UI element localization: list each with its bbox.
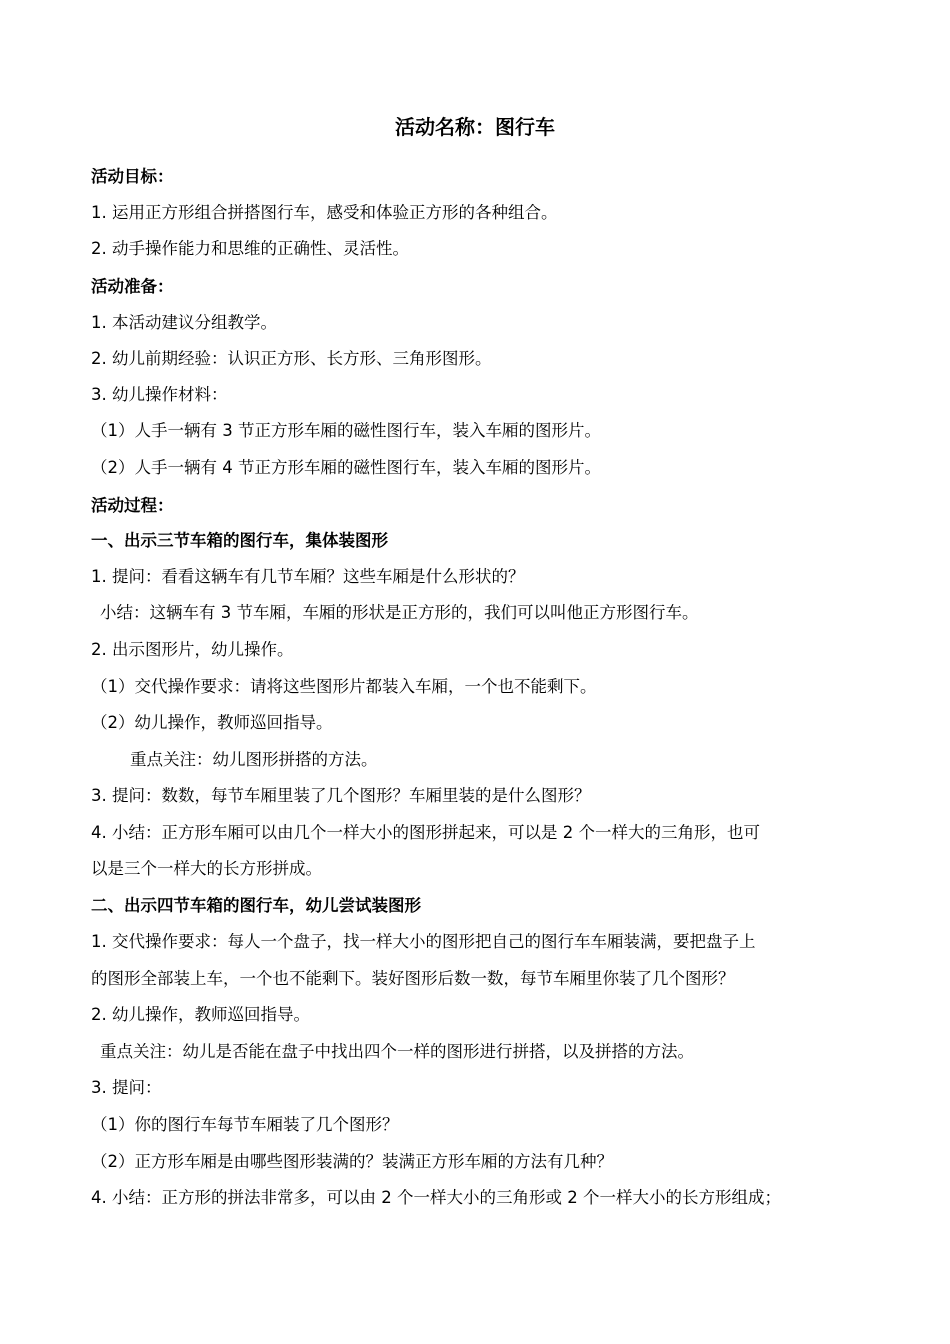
process-2-item-2: 2. 幼儿操作，教师巡回指导。 xyxy=(91,1005,310,1024)
process-part-2-heading: 二、出示四节车箱的图行车，幼儿尝试装图形 xyxy=(91,896,421,915)
process-2-item-1: 1. 交代操作要求：每人一个盘子，找一样大小的图形把自己的图行车车厢装满，要把盘子上 xyxy=(91,932,756,951)
process-1-item-4-cont: 以是三个一样大的长方形拼成。 xyxy=(91,859,322,878)
goal-item-2: 2. 动手操作能力和思维的正确性、灵活性。 xyxy=(91,239,409,258)
document-title: 活动名称：图行车 xyxy=(395,115,555,139)
process-1-item-4: 4. 小结：正方形车厢可以由几个一样大小的图形拼起来，可以是 2 个一样大的三角形，也可 xyxy=(91,823,760,842)
prep-item-3: 3. 幼儿操作材料： xyxy=(91,385,228,404)
process-1-item-3: 3. 提问：数数，每节车厢里装了几个图形？车厢里装的是什么图形？ xyxy=(91,786,591,805)
process-1-focus: 重点关注：幼儿图形拼搭的方法。 xyxy=(130,750,378,769)
goal-item-1: 1. 运用正方形组合拼搭图行车，感受和体验正方形的各种组合。 xyxy=(91,203,558,222)
prep-subitem-2: （2）人手一辆有 4 节正方形车厢的磁性图行车，装入车厢的图形片。 xyxy=(91,458,601,477)
process-2-item-3: 3. 提问： xyxy=(91,1078,162,1097)
section-heading-preparation: 活动准备： xyxy=(91,277,174,296)
process-1-item-1: 1. 提问：看看这辆车有几节车厢？这些车厢是什么形状的？ xyxy=(91,567,525,586)
process-2-item-1-cont: 的图形全部装上车，一个也不能剩下。装好图形后数一数，每节车厢里你装了几个图形？ xyxy=(91,969,735,988)
section-heading-goals: 活动目标： xyxy=(91,167,174,186)
process-1-summary: 小结：这辆车有 3 节车厢，车厢的形状是正方形的，我们可以叫他正方形图行车。 xyxy=(100,603,699,622)
prep-item-1: 1. 本活动建议分组教学。 xyxy=(91,313,277,332)
section-heading-process: 活动过程： xyxy=(91,496,174,515)
process-2-subitem-1: （1）你的图行车每节车厢装了几个图形？ xyxy=(91,1115,399,1134)
process-1-subitem-2: （2）幼儿操作，教师巡回指导。 xyxy=(91,713,333,732)
process-1-item-2: 2. 出示图形片，幼儿操作。 xyxy=(91,640,294,659)
process-2-item-4: 4. 小结：正方形的拼法非常多，可以由 2 个一样大小的三角形或 2 个一样大小的长方形组成； xyxy=(91,1188,781,1207)
process-part-1-heading: 一、出示三节车箱的图行车，集体装图形 xyxy=(91,531,388,550)
process-1-subitem-1: （1）交代操作要求：请将这些图形片都装入车厢，一个也不能剩下。 xyxy=(91,677,597,696)
process-2-focus: 重点关注：幼儿是否能在盘子中找出四个一样的图形进行拼搭，以及拼搭的方法。 xyxy=(100,1042,694,1061)
process-2-subitem-2: （2）正方形车厢是由哪些图形装满的？装满正方形车厢的方法有几种？ xyxy=(91,1152,613,1171)
prep-item-2: 2. 幼儿前期经验：认识正方形、长方形、三角形图形。 xyxy=(91,349,492,368)
prep-subitem-1: （1）人手一辆有 3 节正方形车厢的磁性图行车，装入车厢的图形片。 xyxy=(91,421,601,440)
